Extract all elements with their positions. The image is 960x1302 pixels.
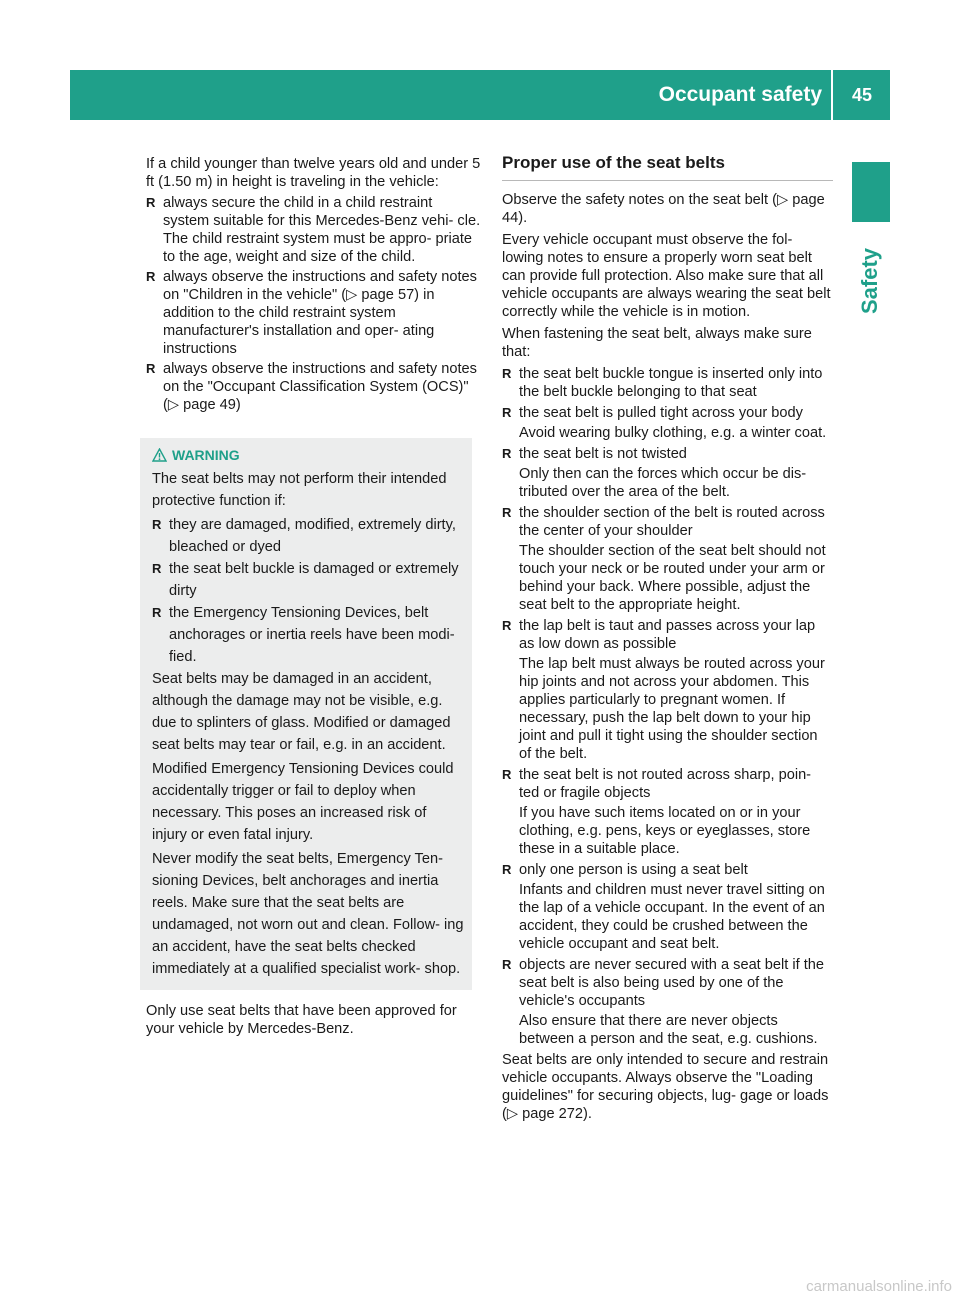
- list-item: [502, 504, 833, 614]
- list-item: [502, 861, 833, 953]
- list-item-main: the seat belt buckle tongue is inserted only into the belt buckle belonging to that seat: [519, 366, 823, 400]
- list-item: [502, 956, 833, 1048]
- warning-bullet-3: R the Emergency Tensioning Devices, belt anchorages or inertia reels have been modi- fied.: [152, 602, 464, 668]
- list-item: [502, 365, 833, 401]
- list-item-main: objects are never secured with a seat belt if the seat belt is also being used by one of the vehicle's occupants: [519, 957, 825, 1009]
- warning-title: [152, 444, 464, 466]
- warning-intro: The seat belts may not perform their intended protective function if:: [152, 471, 447, 509]
- safety-notes-ref: Observe the safety notes on the seat belt (▷ page 44).: [502, 192, 825, 226]
- child-bullet-2: R always observe the instructions and safety notes on "Children in the vehicle" (▷ page 57) in addition to the child restraint system manufacturer's installation and oper- ating instructions: [146, 268, 482, 358]
- list-item-main: the shoulder section of the belt is routed across the center of your shoulder: [519, 505, 825, 539]
- list-item: [502, 445, 833, 501]
- list-item-main: the seat belt is pulled tight across your body: [519, 405, 803, 421]
- fastening-intro: When fastening the seat belt, always make sure that:: [502, 326, 812, 360]
- list-item-main: the seat belt is not twisted: [519, 446, 687, 462]
- header-section-title: Occupant safety: [658, 83, 822, 106]
- fastening-checklist: [502, 365, 833, 1048]
- side-tab-marker: [852, 162, 890, 222]
- list-item-main: only one person is using a seat belt: [519, 862, 748, 878]
- list-item-detail: The lap belt must always be routed across your hip joints and not across your abdomen. This applies particularly to pregnant women. If necessary, push the lap belt down to your hip joint and pull it tight using the shoulder section of the belt.: [519, 656, 825, 762]
- child-bullet-1: R always secure the child in a child restraint system suitable for this Mercedes-Benz vehi- cle. The child restraint system must be appro- priate to the age, weight and size of the child.: [146, 194, 482, 266]
- list-item-detail: The shoulder section of the seat belt should not touch your neck or be routed under your arm or behind your back. Where possible, adjust the seat belt to the appropriate height.: [519, 543, 826, 613]
- header-bar: [70, 70, 890, 120]
- list-item-detail: Only then can the forces which occur be dis- tributed over the area of the belt.: [519, 466, 807, 500]
- list-item-detail: Also ensure that there are never objects between a person and the seat, e.g. cushions.: [519, 1013, 818, 1047]
- warning-bullet-1: R they are damaged, modified, extremely dirty, bleached or dyed: [152, 514, 464, 558]
- warning-paragraph-3: Never modify the seat belts, Emergency Ten- sioning Devices, belt anchorages and inertia reels. Make sure that the seat belts are undamaged, not worn out and clean. Follow- ing an accident, have the seat belts checked immediately at a qualified specialist work- shop.: [152, 851, 464, 977]
- list-item-main: the lap belt is taut and passes across your lap as low down as possible: [519, 618, 816, 652]
- child-intro: If a child younger than twelve years old and under 5 ft (1.50 m) in height is traveling in the vehicle:: [146, 156, 481, 190]
- warning-paragraph-2: Modified Emergency Tensioning Devices could accidentally trigger or fail to deploy when necessary. This poses an increased risk of injury or even fatal injury.: [152, 761, 454, 843]
- warning-bullet-2: R the seat belt buckle is damaged or extremely dirty: [152, 558, 464, 602]
- page-number: 45: [851, 85, 872, 105]
- list-item-detail: If you have such items located on or in your clothing, e.g. pens, keys or eyeglasses, store these in a suitable place.: [519, 805, 811, 857]
- warning-title-text: WARNING: [172, 447, 240, 463]
- loading-guidelines-note: Seat belts are only intended to secure and restrain vehicle occupants. Always observe the "Loading guidelines" for securing objects, lug- gage or loads (▷ page 272).: [502, 1052, 829, 1122]
- child-bullets: [146, 194, 482, 414]
- child-bullet-3: R always observe the instructions and safety notes on the "Occupant Classification System (OCS)" (▷ page 49): [146, 360, 482, 414]
- occupant-notes: Every vehicle occupant must observe the fol- lowing notes to ensure a properly worn seat belt can provide full protection. Also make sure that all vehicle occupants are always wearing the seat belt correctly while the vehicle is in motion.: [502, 232, 831, 320]
- section-title: Proper use of the seat belts: [502, 152, 833, 181]
- list-item: [502, 766, 833, 858]
- left-column: [146, 155, 482, 1041]
- header-divider: [831, 70, 833, 120]
- right-column: [502, 152, 833, 1127]
- side-tab-label: [850, 236, 890, 326]
- list-item: [502, 404, 833, 442]
- list-item: [502, 617, 833, 763]
- approved-belts-note: Only use seat belts that have been approved for your vehicle by Mercedes-Benz.: [146, 1003, 457, 1037]
- warning-paragraph-1: Seat belts may be damaged in an accident, although the damage may not be visible, e.g. due to splinters of glass. Modified or damaged seat belts may tear or fail, e.g. in an accident.: [152, 671, 451, 753]
- list-item-detail: Avoid wearing bulky clothing, e.g. a winter coat.: [519, 425, 827, 441]
- site-watermark: carmanualsonline.info: [806, 1278, 952, 1295]
- warning-bullets: [152, 514, 464, 668]
- list-item-detail: Infants and children must never travel sitting on the lap of a vehicle occupant. In the event of an accident, they could be crushed between the vehicle occupant and seat belt.: [519, 882, 825, 952]
- list-item-main: the seat belt is not routed across sharp, poin- ted or fragile objects: [519, 767, 812, 801]
- warning-box: [140, 438, 472, 990]
- side-tab-text: Safety: [857, 247, 882, 315]
- warning-triangle-icon: [152, 448, 167, 462]
